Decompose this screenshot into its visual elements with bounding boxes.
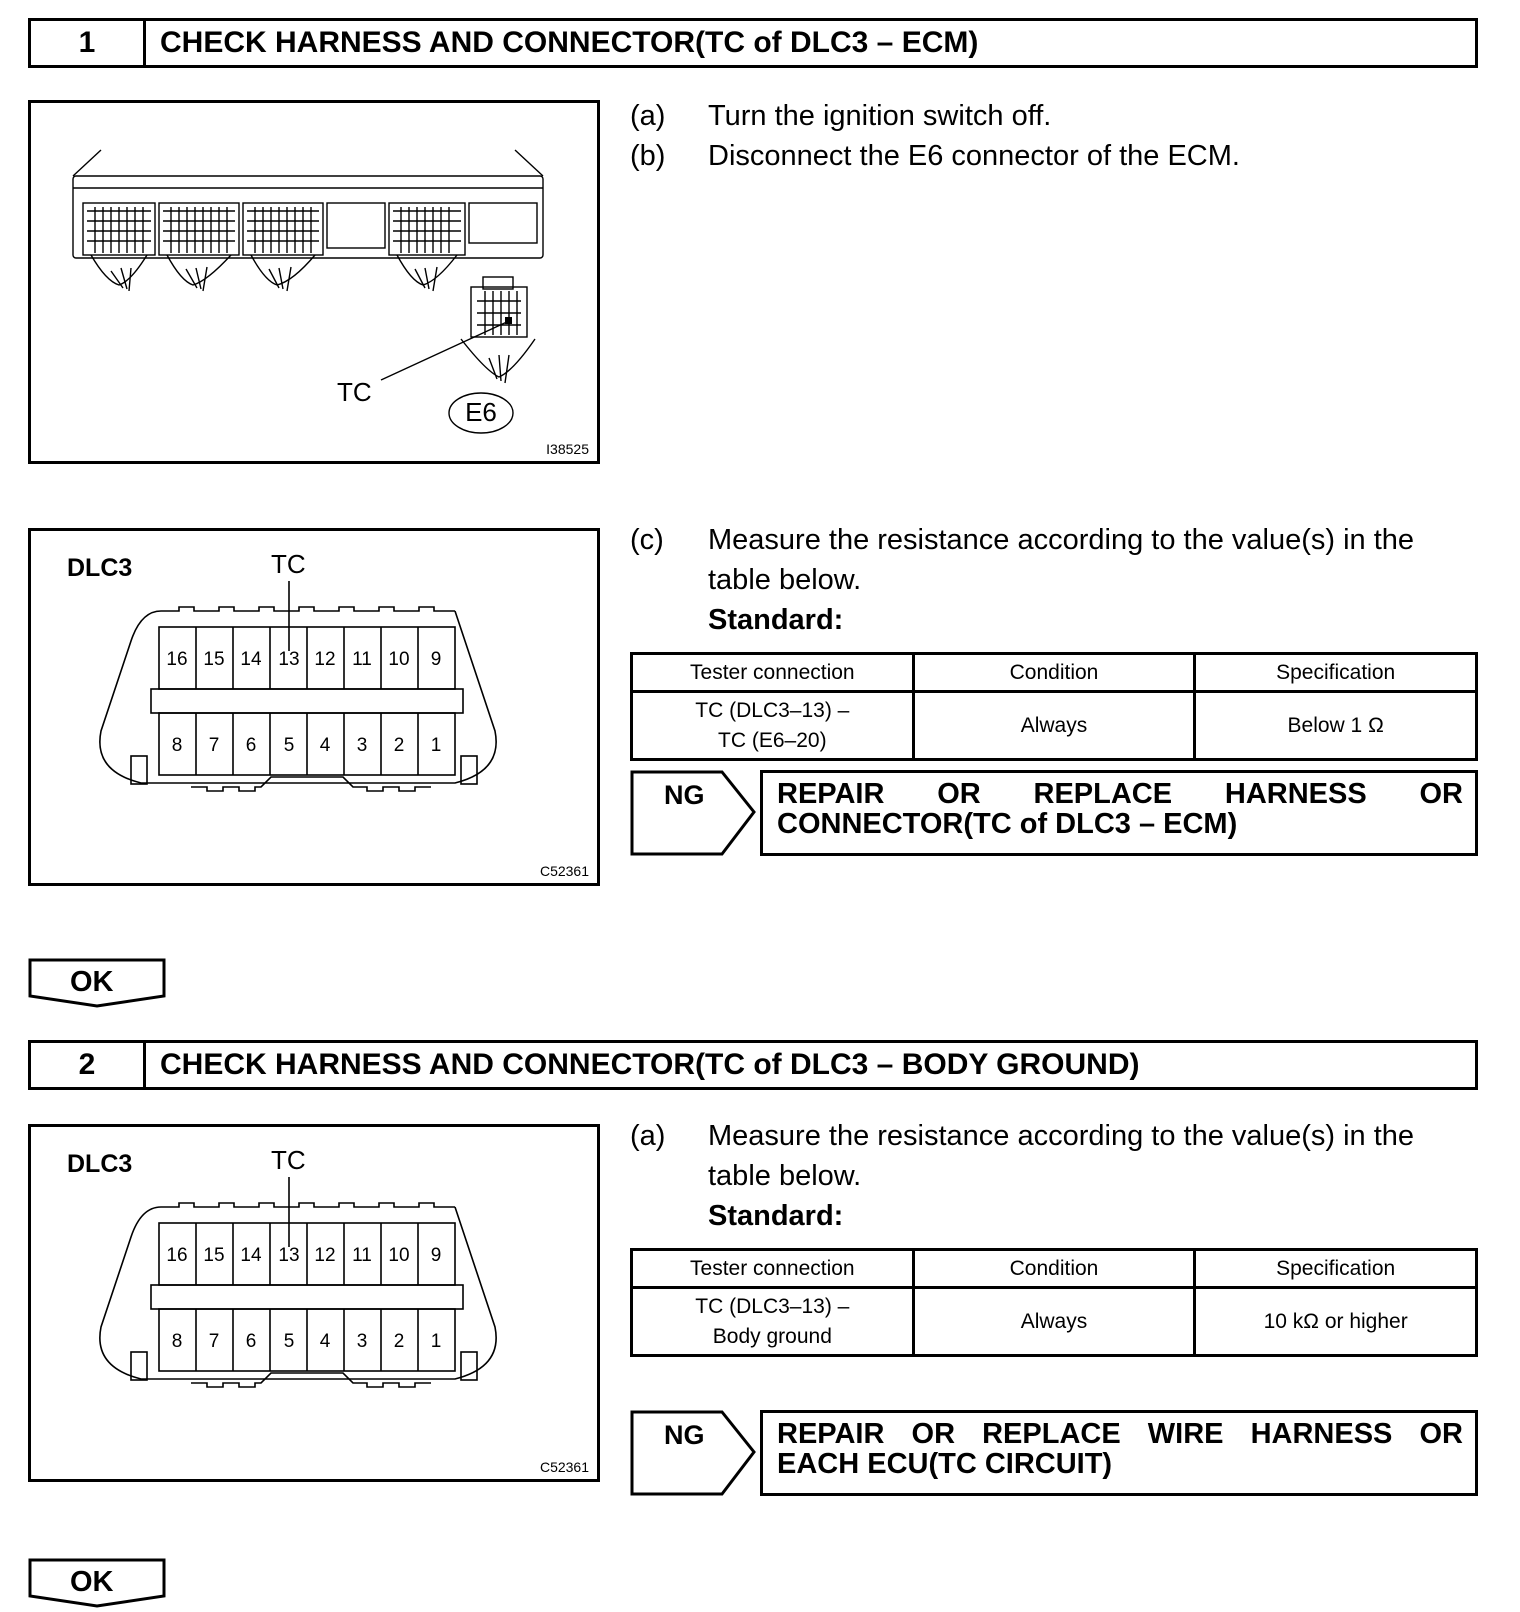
dlc3-figure-code-2: C52361 [539, 1459, 589, 1475]
ng-action-2-line1 [777, 1419, 1463, 1449]
pin-1: 1 [430, 735, 442, 756]
pin-8: 8 [171, 1331, 183, 1352]
pin-6: 6 [245, 1331, 257, 1352]
pin-16: 16 [166, 1245, 188, 1266]
instruction-a-text: Turn the ignition switch off. [708, 100, 1052, 132]
ng2-word-or2: OR [1419, 1418, 1463, 1450]
dlc3-figure-2 [28, 1124, 600, 1482]
dlc3-figure-code: C52361 [539, 863, 589, 879]
instruction-c-line2: table below. [708, 564, 862, 596]
instruction-c-label: (c) [630, 524, 664, 556]
pin-7: 7 [208, 735, 220, 756]
instruction-b-text: Disconnect the E6 connector of the ECM. [708, 140, 1240, 172]
header-tester-connection: Tester connection [632, 654, 914, 692]
pin-15: 15 [203, 1245, 225, 1266]
pin-9: 9 [430, 649, 442, 670]
ng2-word-harness: HARNESS [1250, 1418, 1393, 1450]
instruction-c [630, 520, 1480, 600]
step2-instruction-a-line1: Measure the resistance according to the value(s) in the [708, 1120, 1415, 1152]
pin-9: 9 [430, 1245, 442, 1266]
instruction-b [630, 136, 1480, 176]
header-tester-connection: Tester connection [632, 1250, 914, 1288]
pin-12: 12 [314, 649, 336, 670]
ng-label-2: NG [664, 1420, 705, 1450]
pin-14: 14 [240, 649, 262, 670]
instruction-c-line1: Measure the resistance according to the value(s) in the [708, 524, 1415, 556]
step-2-title: CHECK HARNESS AND CONNECTOR(TC of DLC3 – BODY GROUND) [160, 1048, 1140, 1081]
step2-instruction-a-label: (a) [630, 1120, 666, 1152]
instruction-b-label: (b) [630, 140, 666, 172]
ng1-word-replace: REPLACE [1033, 778, 1173, 810]
pin-4: 4 [319, 1331, 331, 1352]
step2-instruction-a [630, 1116, 1480, 1196]
dlc3-figure [28, 528, 600, 886]
dlc3-title-2: DLC3 [67, 1150, 133, 1178]
tester-connection-line2: TC (E6–20) [718, 728, 827, 752]
cell-condition: Always [913, 692, 1195, 760]
header-condition: Condition [913, 1250, 1195, 1288]
header-condition: Condition [913, 654, 1195, 692]
tester-connection-line2: Body ground [712, 1324, 832, 1348]
pin-6: 6 [245, 735, 257, 756]
standard-label: Standard: [708, 604, 844, 636]
dlc3-drawing [31, 531, 597, 883]
cell-tester-connection [632, 1288, 914, 1356]
pin-4: 4 [319, 735, 331, 756]
dlc3-tc-label-2: TC [271, 1145, 306, 1175]
header-specification: Specification [1195, 1250, 1477, 1288]
ecm-connector-figure [28, 100, 600, 464]
cell-specification: 10 kΩ or higher [1195, 1288, 1477, 1356]
cell-tester-connection [632, 692, 914, 760]
ok-label-1: OK [70, 966, 114, 998]
pin-16: 16 [166, 649, 188, 670]
ng-action-1 [760, 770, 1478, 856]
pin-13: 13 [278, 649, 300, 670]
ok-label-2: OK [70, 1566, 114, 1598]
ng1-word-repair: REPAIR [777, 778, 885, 810]
ng1-word-or2: OR [1419, 778, 1463, 810]
figure-code: I38525 [546, 441, 589, 457]
spec-table-1 [630, 652, 1478, 761]
dlc3-title: DLC3 [67, 554, 133, 582]
pin-5: 5 [283, 1331, 295, 1352]
pin-13: 13 [278, 1245, 300, 1266]
pin-10: 10 [388, 1245, 410, 1266]
pin-11: 11 [352, 1245, 372, 1266]
pin-15: 15 [203, 649, 225, 670]
pin-5: 5 [283, 735, 295, 756]
step2-standard-label: Standard: [708, 1200, 844, 1232]
tester-connection-line1: TC (DLC3–13) – [695, 1294, 850, 1318]
dlc3-tc-label: TC [271, 549, 306, 579]
instruction-a-label: (a) [630, 100, 666, 132]
ng2-word-or: OR [911, 1418, 956, 1450]
step-1-header [28, 18, 1478, 68]
pin-10: 10 [388, 649, 410, 670]
pin-8: 8 [171, 735, 183, 756]
ng2-word-wire: WIRE [1147, 1418, 1224, 1450]
e6-label: E6 [465, 397, 497, 427]
cell-condition: Always [913, 1288, 1195, 1356]
pin-3: 3 [356, 1331, 368, 1352]
step-2-number: 2 [31, 1043, 146, 1087]
ng1-word-or: OR [937, 778, 981, 810]
pin-14: 14 [240, 1245, 262, 1266]
spec-table-2 [630, 1248, 1478, 1357]
ng1-word-harness: HARNESS [1224, 778, 1367, 810]
pin-3: 3 [356, 735, 368, 756]
ng-action-1-line2: CONNECTOR(TC of DLC3 – ECM) [777, 808, 1238, 840]
dlc3-drawing-2 [31, 1127, 597, 1479]
pin-1: 1 [430, 1331, 442, 1352]
pin-7: 7 [208, 1331, 220, 1352]
tc-label: TC [337, 377, 372, 407]
step-1-title: CHECK HARNESS AND CONNECTOR(TC of DLC3 – ECM) [160, 26, 979, 59]
step2-instruction-a-line2: table below. [708, 1160, 862, 1192]
ng-action-2 [760, 1410, 1478, 1496]
step-2-header [28, 1040, 1478, 1090]
ng2-word-replace: REPLACE [982, 1418, 1121, 1450]
tester-connection-line1: TC (DLC3–13) – [695, 698, 850, 722]
header-specification: Specification [1195, 654, 1477, 692]
instruction-a [630, 96, 1480, 136]
ng2-word-repair: REPAIR [777, 1418, 885, 1450]
step-1-number: 1 [31, 21, 146, 65]
ng-action-2-line2: EACH ECU(TC CIRCUIT) [777, 1448, 1113, 1480]
pin-2: 2 [393, 735, 405, 756]
pin-11: 11 [352, 649, 372, 670]
pin-12: 12 [314, 1245, 336, 1266]
pin-2: 2 [393, 1331, 405, 1352]
ng-label-1: NG [664, 780, 705, 810]
cell-specification: Below 1 Ω [1195, 692, 1477, 760]
ecm-connector-drawing [31, 103, 597, 461]
ng-action-1-line1 [777, 779, 1463, 809]
